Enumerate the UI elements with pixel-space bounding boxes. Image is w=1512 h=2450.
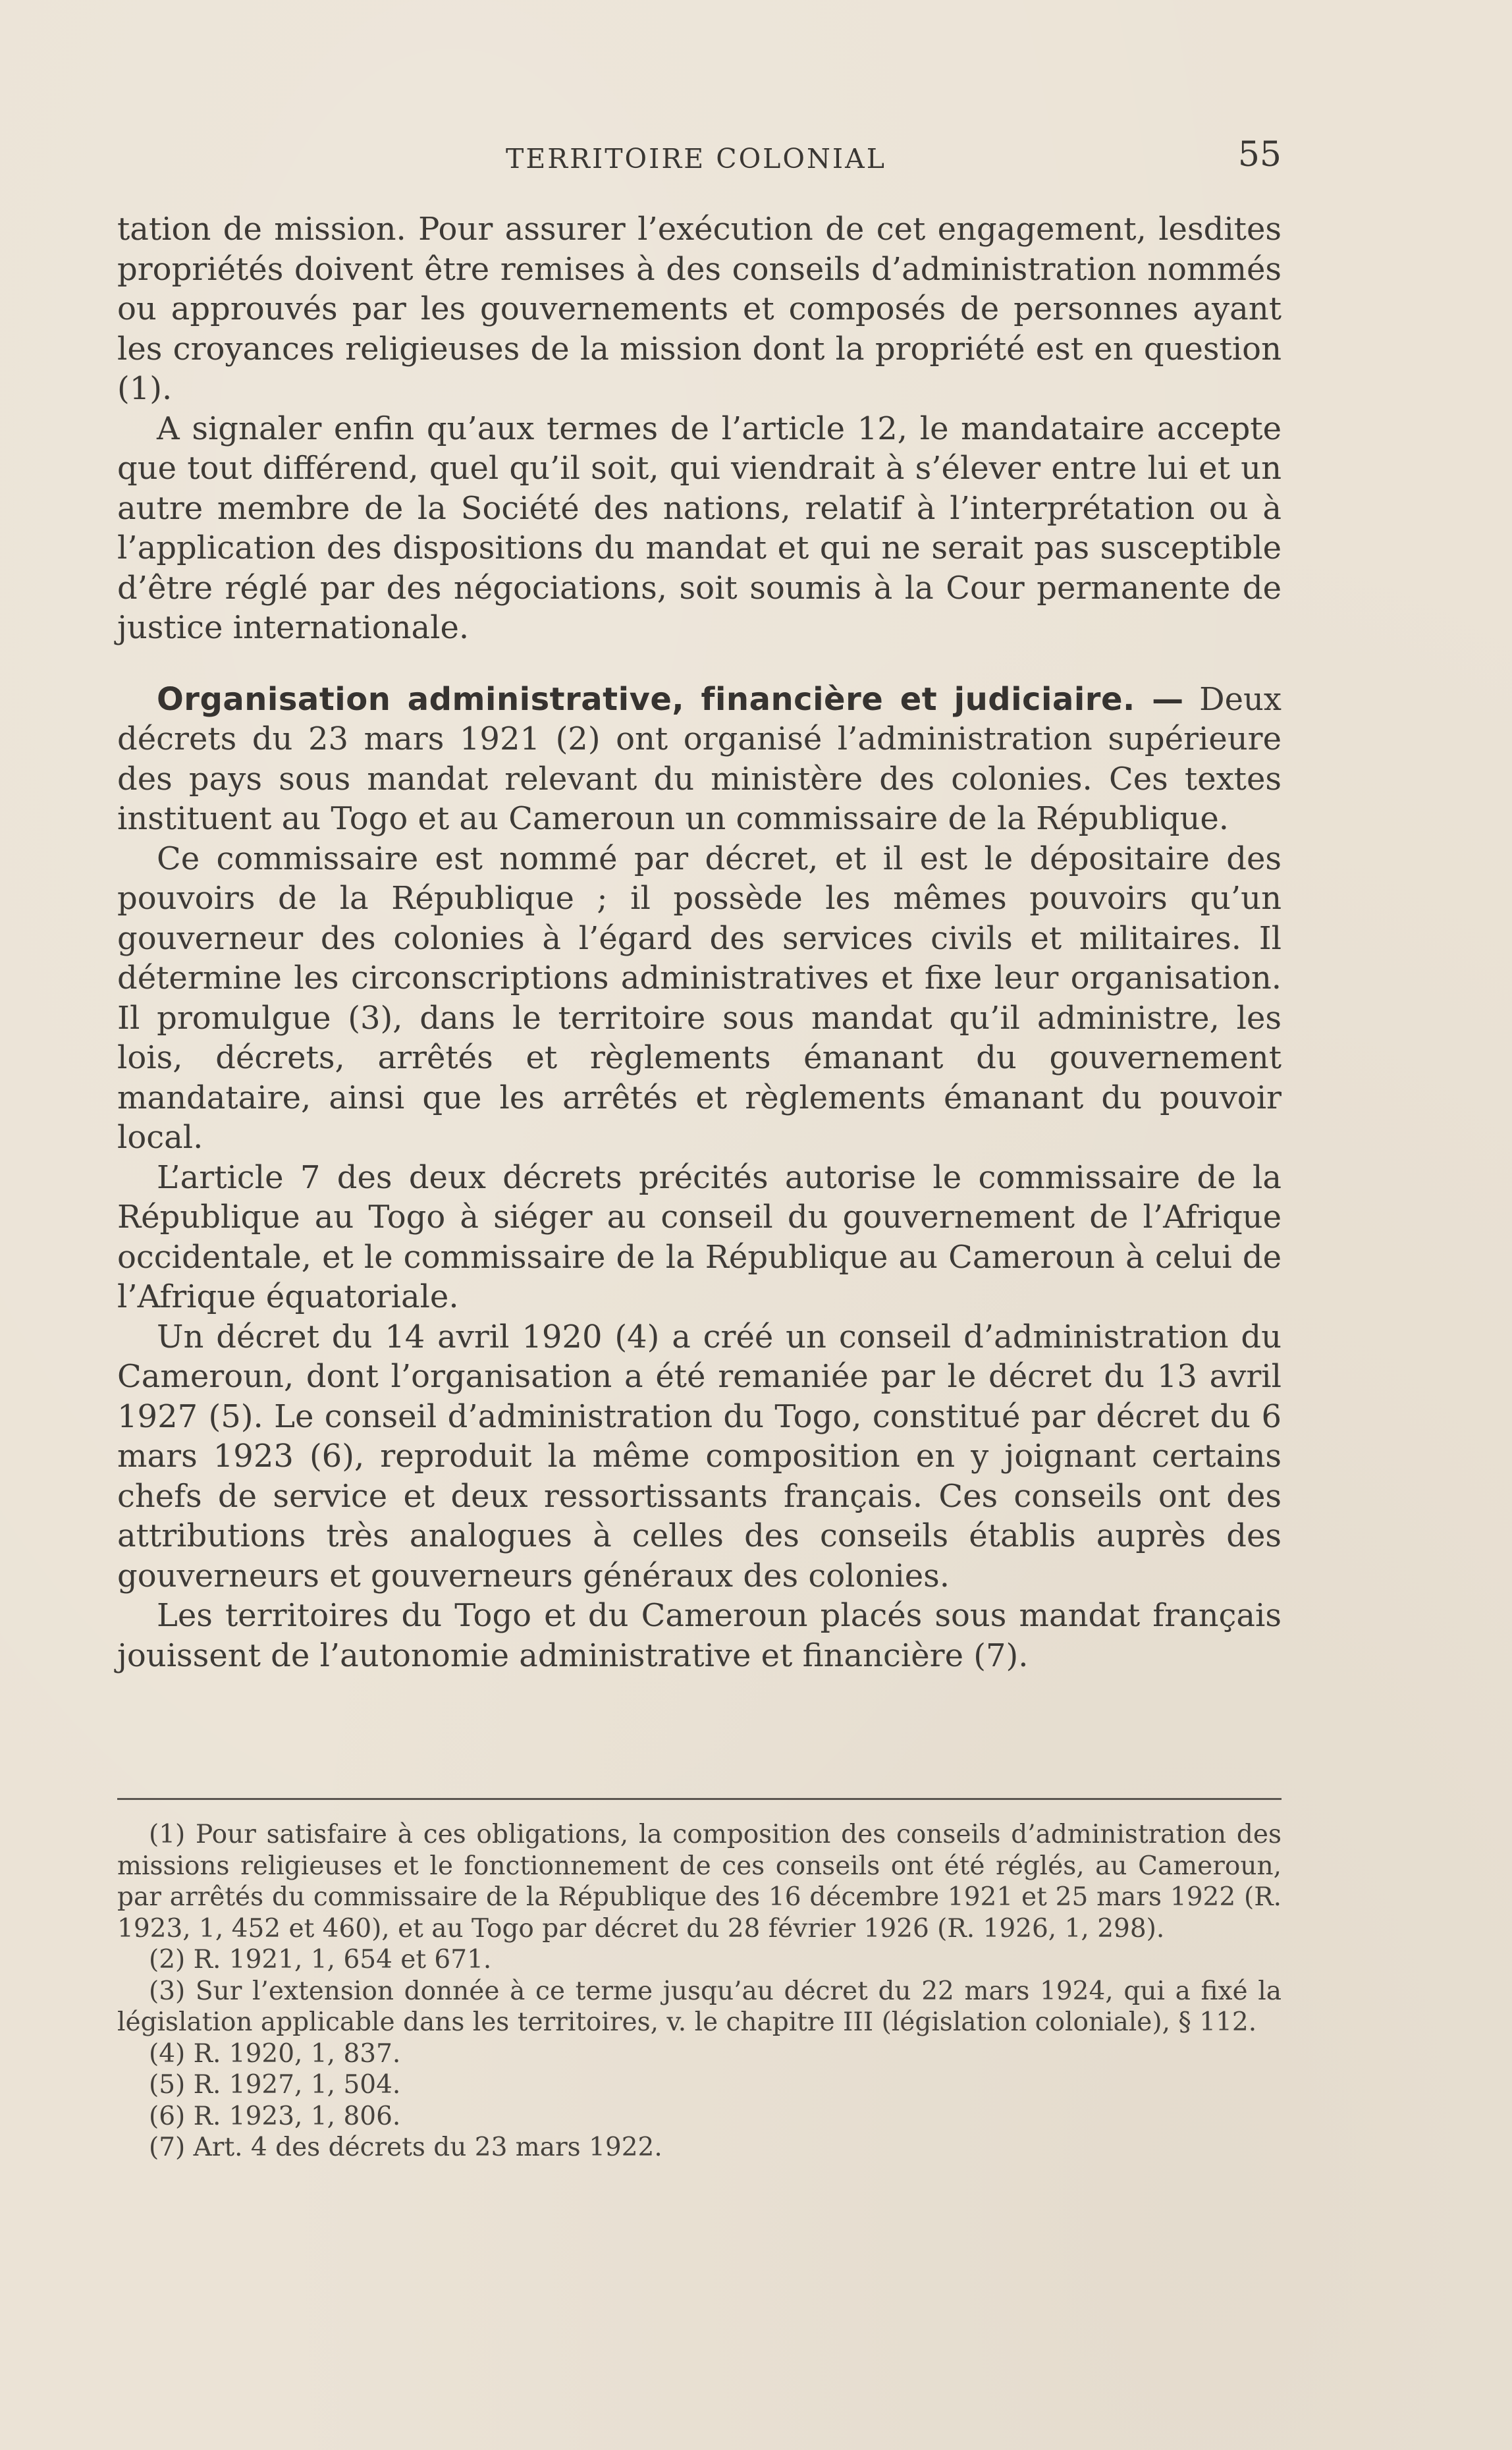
- footnote-divider: [117, 1798, 1282, 1800]
- main-text: [117, 209, 1282, 1675]
- paragraph-2: A signaler enfin qu’aux termes de l’article 12, le mandataire accepte que tout différend, quel qu’il soit, qui viendrait à s’élever entre lui et un autre membre de la Société des nations, relatif à l’interprétation ou à l’application des dispositions du mandat et qui ne serait pas susceptible d’être réglé par des négociations, soit soumis à la Cour permanente de justice internationale.: [117, 410, 1282, 646]
- footnote-5: (5) R. 1927, 1, 504.: [149, 2070, 401, 2100]
- paragraph-4: Ce commissaire est nommé par décret, et il est le dépositaire des pouvoirs de la République ; il possède les mêmes pouvoirs qu’un gouverneur des colonies à l’égard des services civils et militaires. Il détermine les circonscriptions administratives et fixe leur organisation. Il promulgue (3), dans le territoire sous mandat qu’il administre, les lois, décrets, arrêtés et règlements émanant du gouvernement mandataire, ainsi que les arrêtés et règlements émanant du pouvoir local.: [117, 840, 1282, 1156]
- section-title: Organisation administrative, financière et judiciaire. —: [157, 680, 1184, 718]
- paragraph-1: tation de mission. Pour assurer l’exécution de cet engagement, lesdites propriétés doivent être remises à des conseils d’administration nommés ou approuvés par les gouvernements et composés de personnes ayant les croyances religieuses de la mission dont la propriété est en question (1).: [117, 211, 1282, 407]
- footnote-3: (3) Sur l’extension donnée à ce terme jusqu’au décret du 22 mars 1924, qui a fixé la législation applicable dans les territoires, v. le chapitre III (législation coloniale), § 112.: [117, 1976, 1282, 2037]
- footnote-4: (4) R. 1920, 1, 837.: [149, 2038, 401, 2069]
- page-number: 55: [1237, 135, 1282, 175]
- footnote-1: (1) Pour satisfaire à ces obligations, la composition des conseils d’administration des missions religieuses et le fonctionnement de ces conseils ont été réglés, au Cameroun, par arrêtés du commissaire de la République des 16 décembre 1921 et 25 mars 1922 (R. 1923, 1, 452 et 460), et au Togo par décret du 28 février 1926 (R. 1926, 1, 298).: [117, 1820, 1282, 1944]
- paragraph-3: [117, 680, 1282, 839]
- page-header: [117, 135, 1282, 188]
- footnote-7: (7) Art. 4 des décrets du 23 mars 1922.: [149, 2133, 662, 2162]
- paragraph-5: L’article 7 des deux décrets précités autorise le commissaire de la République au Togo à siéger au conseil du gouvernement de l’Afrique occidentale, et le commissaire de la République au Cameroun à celui de l’Afrique équatoriale.: [117, 1158, 1282, 1315]
- paragraph-3-text: Deux décrets du 23 mars 1921 (2) ont organisé l’administration supérieure des pays sous mandat relevant du ministère des colonies. Ces textes instituent au Togo et au Cameroun un commissaire de la République.: [117, 680, 1282, 837]
- footnotes: [117, 1819, 1282, 2164]
- paragraph-6: Un décret du 14 avril 1920 (4) a créé un conseil d’administration du Cameroun, dont l’organisation a été remaniée par le décret du 13 avril 1927 (5). Le conseil d’administration du Togo, constitué par décret du 6 mars 1923 (6), reproduit la même composition en y joignant certains chefs de service et deux ressortissants français. Ces conseils ont des attributions très analogues à celles des conseils établis auprès des gouverneurs et gouverneurs généraux des colonies.: [117, 1318, 1282, 1594]
- footnote-2: (2) R. 1921, 1, 654 et 671.: [149, 1945, 492, 1974]
- paragraph-7: Les territoires du Togo et du Cameroun placés sous mandat français jouissent de l’autonomie administrative et financière (7).: [117, 1597, 1282, 1674]
- footnote-6: (6) R. 1923, 1, 806.: [149, 2101, 401, 2131]
- running-head: TERRITOIRE COLONIAL: [506, 143, 886, 175]
